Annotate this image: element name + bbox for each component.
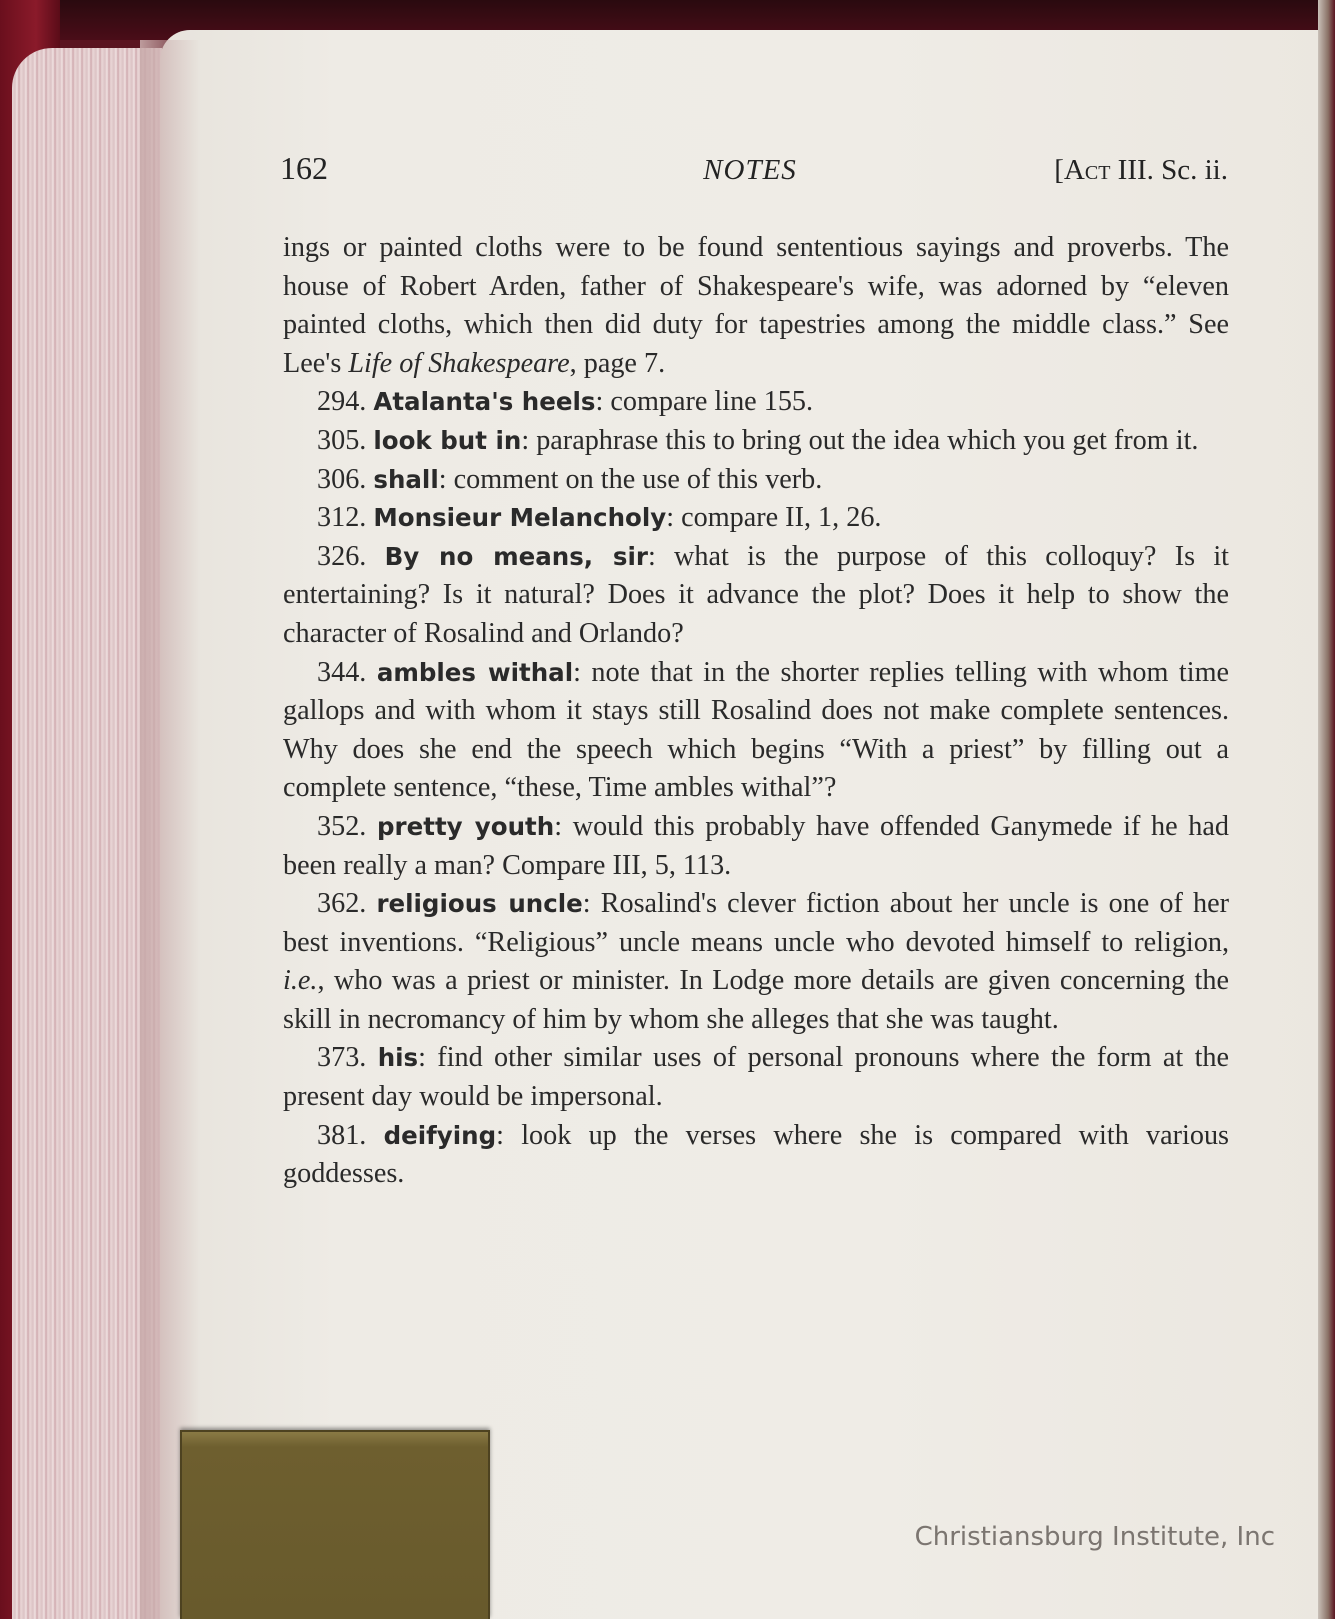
bookmark [180,1430,490,1619]
note-number: 312. [317,502,367,534]
note-352 [283,808,1229,885]
note-text: : Rosalind's clever fiction about her uncle is one of her best inventions. “Religious” uncle means uncle who devoted himself to religion, [283,888,1229,958]
page-edge-shadow [140,40,200,1619]
note-326 [283,538,1229,654]
note-305 [283,422,1229,461]
notes-text [283,229,1229,1194]
note-number: 294. [317,386,367,418]
section-ref-bracket: [ [1054,154,1064,186]
note-keyword: By no means, sir [384,541,648,571]
note-text: : compare line 155. [595,386,814,418]
section-reference [1054,154,1228,187]
note-number: 381. [317,1119,367,1151]
note-text: : look up the verses where she is compared with various goddesses. [283,1119,1230,1190]
note-text: : find other similar uses of personal pronouns where the form at the present day would be impersonal. [283,1042,1230,1113]
note-keyword: Monsieur Melancholy [373,503,667,533]
note-number: 326. [317,540,367,572]
note-keyword: religious uncle [376,889,583,919]
section-ref-act: Act [1063,154,1111,186]
watermark: Christiansburg Institute, Inc [914,1522,1275,1552]
note-number: 306. [317,463,367,495]
intro-text: ings or painted cloths were to be found sententious sayings and proverbs. The house of Robert Arden, father of Shakespeare's wife, was adorned by “eleven painted cloths, which then did duty for tapestries among the middle class.” See Lee's [283,232,1229,379]
intro-book-title: Life of Shakespeare [348,347,570,379]
note-text: : what is the purpose of this colloquy? Is it entertaining? Is it natural? Does it advance the plot? Does it help to show the character of Rosalind and Orlando? [283,540,1230,649]
note-number: 344. [317,656,367,688]
note-text: : comment on the use of this verb. [438,463,823,495]
note-keyword: his [377,1043,419,1073]
note-keyword: pretty youth [377,811,555,841]
section-ref-rest: III. Sc. ii. [1110,154,1228,186]
note-italic: i.e. [283,965,318,997]
intro-paragraph [283,229,1229,383]
note-text: : would this probably have offended Ganymede if he had been really a man? Compare III, 5, 113. [283,810,1229,881]
note-362 [283,885,1229,1039]
note-keyword: shall [373,464,439,494]
note-381 [283,1117,1229,1194]
note-number: 352. [317,810,367,842]
note-306 [283,461,1229,500]
note-344 [283,654,1229,808]
note-number: 305. [317,424,367,456]
running-head: NOTES [703,154,797,186]
note-number: 362. [317,888,367,920]
note-312 [283,499,1229,538]
page-header [280,150,1228,200]
note-number: 373. [317,1042,367,1074]
note-text: : note that in the shorter replies telling with whom time gallops and with whom it stays still Rosalind does not make complete sentences. Why does she end the speech which begins “With a priest” by filling out a complete sentence, “these, Time ambles withal”? [283,656,1229,804]
note-keyword: ambles withal [376,657,574,687]
note-text-after: , who was a priest or minister. In Lodge more details are given concerning the skill in necromancy of him by whom she alleges that she was taught. [283,965,1229,1035]
note-373 [283,1039,1229,1116]
page-number: 162 [280,150,328,186]
note-294 [283,383,1229,422]
page-right-edge [1318,0,1335,1619]
note-text: : paraphrase this to bring out the idea which you get from it. [521,424,1199,456]
intro-tail: , page 7. [569,347,666,379]
note-text: : compare II, 1, 26. [666,502,882,534]
note-keyword: look but in [373,425,522,455]
note-keyword: deifying [383,1120,497,1150]
note-keyword: Atalanta's heels [373,387,596,417]
